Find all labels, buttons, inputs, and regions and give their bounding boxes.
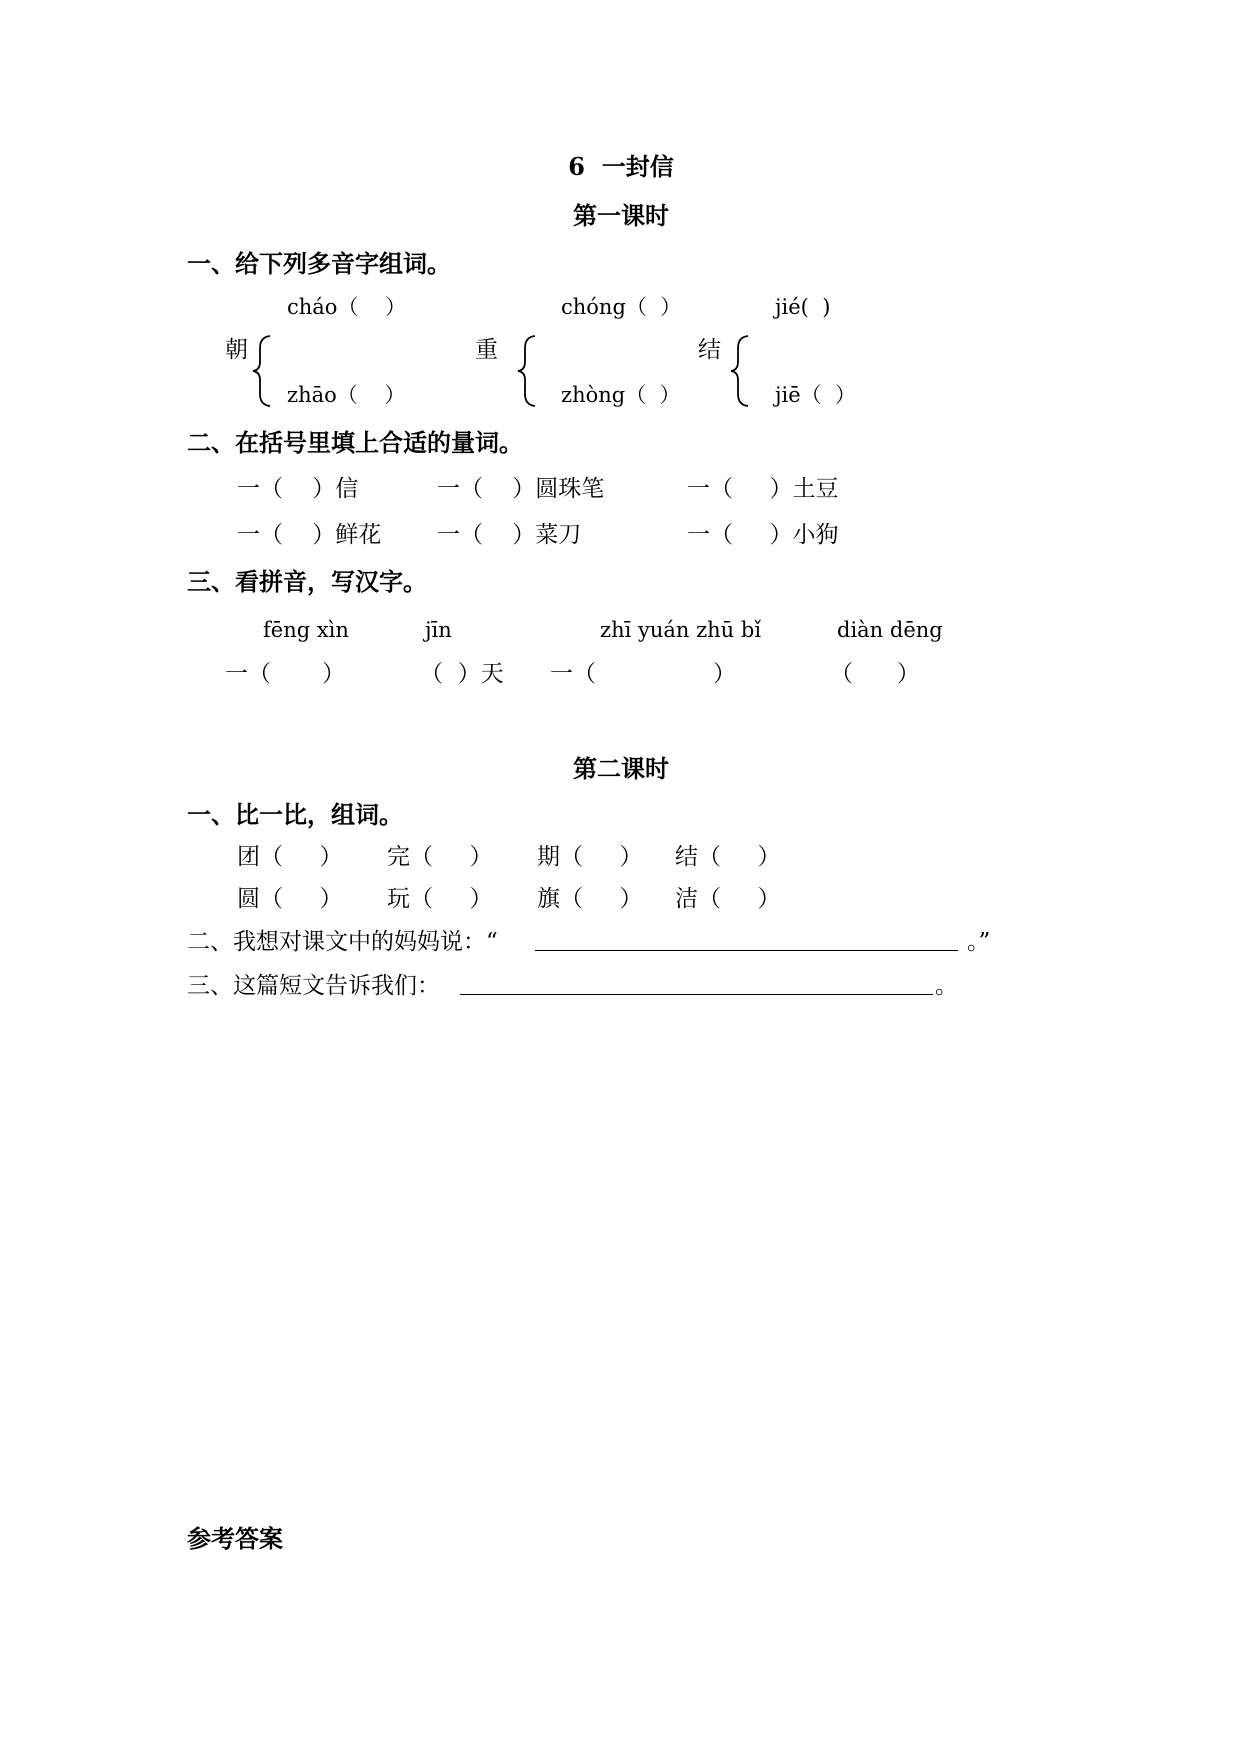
answers-heading: 参考答案 — [187, 1524, 283, 1553]
l1-q2-r1-c1: 一（ ）信 — [237, 476, 359, 502]
l2-q3-answer-line[interactable] — [460, 994, 933, 995]
l2-q1-r2-c3: 旗（ ） — [537, 886, 643, 912]
lesson-1-title: 第一课时 — [573, 201, 669, 230]
l1-q2-r2-c3: 一（ ）小狗 — [687, 522, 839, 548]
l2-q1-r1-c1: 团（ ） — [237, 844, 343, 870]
lesson-2-title: 第二课时 — [573, 754, 669, 783]
page-title: 6 一封信 — [568, 152, 674, 181]
l1-q3-pinyin-1: fēng xìn — [263, 618, 349, 642]
l1-q2-r1-c3: 一（ ）土豆 — [687, 476, 839, 502]
l2-q2-prefix: 二、我想对课文中的妈妈说：“ — [187, 929, 498, 955]
l1-q1-g2-bottom: zhòng（ ） — [561, 383, 681, 407]
l2-q1-heading: 一、比一比，组词。 — [187, 800, 403, 829]
l2-q3-prefix: 三、这篇短文告诉我们： — [187, 973, 440, 999]
brace-icon — [728, 334, 752, 408]
l1-q3-heading: 三、看拼音，写汉字。 — [187, 567, 427, 596]
l1-q3-pinyin-4: diàn dēng — [837, 618, 943, 642]
l1-q2-r2-c2: 一（ ）菜刀 — [437, 522, 582, 548]
l1-q2-r1-c2: 一（ ）圆珠笔 — [437, 476, 605, 502]
l2-q1-r2-c2: 玩（ ） — [387, 886, 493, 912]
l2-q1-r1-c2: 完（ ） — [387, 844, 493, 870]
l1-q2-heading: 二、在括号里填上合适的量词。 — [187, 428, 523, 457]
l1-q1-g3-top: jié( ) — [775, 295, 831, 319]
l1-q1-g3-bottom: jiē（ ） — [775, 383, 857, 407]
l2-q1-r2-c4: 洁（ ） — [675, 886, 781, 912]
brace-icon — [515, 334, 539, 408]
brace-icon — [250, 334, 274, 408]
l1-q2-r2-c1: 一（ ）鲜花 — [237, 522, 382, 548]
l1-q3-blank-1: 一（ ） — [225, 661, 346, 687]
l1-q1-g3-char: 结 — [698, 337, 721, 363]
l2-q1-r1-c3: 期（ ） — [537, 844, 643, 870]
l2-q2-suffix: 。” — [967, 929, 991, 955]
l1-q1-g1-char: 朝 — [225, 337, 248, 363]
l1-q1-g1-top: cháo（ ） — [287, 295, 407, 319]
l2-q2-answer-line[interactable] — [535, 950, 958, 951]
l2-q3-suffix: 。 — [935, 973, 958, 999]
l1-q1-heading: 一、给下列多音字组词。 — [187, 249, 451, 278]
l1-q3-blank-2: （ ）天 — [420, 661, 504, 687]
l1-q3-pinyin-2: jīn — [425, 618, 452, 642]
l2-q1-r2-c1: 圆（ ） — [237, 886, 343, 912]
l2-q1-r1-c4: 结（ ） — [675, 844, 781, 870]
l1-q1-g2-char: 重 — [475, 337, 498, 363]
l1-q1-g2-top: chóng（ ） — [561, 295, 682, 319]
l1-q1-g1-bottom: zhāo（ ） — [287, 383, 406, 407]
l1-q3-blank-4: （ ） — [830, 661, 920, 687]
l1-q3-pinyin-3: zhī yuán zhū bǐ — [600, 618, 762, 642]
l1-q3-blank-3: 一（ ） — [550, 661, 736, 687]
